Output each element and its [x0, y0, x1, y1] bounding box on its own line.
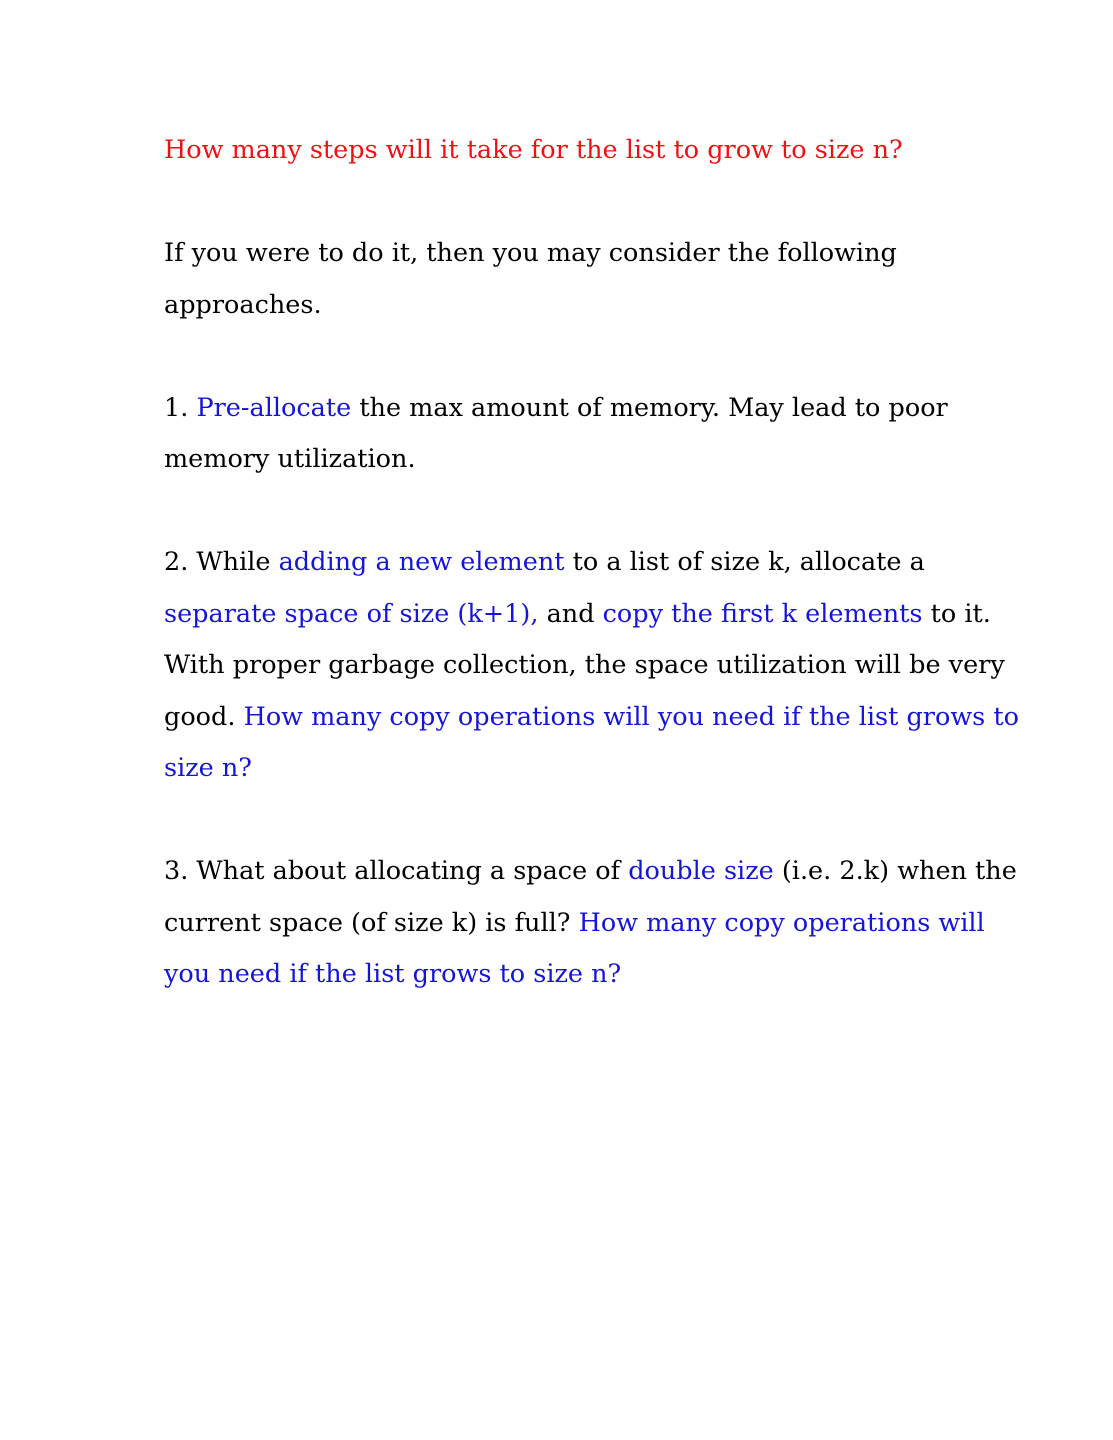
approach-2-text-3: to it. With proper garbage collection, the space utilization will be very good. — [164, 598, 1005, 732]
approach-1-highlight: Pre-allocate — [196, 392, 352, 423]
approach-1-text: the max amount of memory. May lead to poor memory utilization. — [164, 392, 948, 474]
approach-3 — [164, 846, 1024, 1001]
approach-2-highlight-copy: copy the first k elements — [602, 598, 923, 629]
approach-3-lead: 3. What about allocating a space of — [164, 856, 621, 886]
approach-1 — [164, 383, 1024, 486]
approach-2-highlight-separate-space: separate space of size (k+1), — [164, 598, 539, 629]
heading-question — [164, 125, 1024, 177]
approach-3-highlight-double-size: double size — [628, 856, 774, 886]
approach-2-text-1: to a list of size k, allocate a — [572, 547, 925, 577]
intro-text: If you were to do it, then you may consider the following approaches. — [164, 238, 897, 320]
approach-3-text: (i.e. 2.k) when the current space (of size k) is full? — [164, 856, 1017, 938]
approach-2-question: How many copy operations will you need if the list grows to size n? — [164, 701, 1019, 783]
approach-3-question: How many copy operations will you need if the list grows to size n? — [164, 907, 985, 989]
document-page — [164, 125, 1024, 1052]
intro-paragraph — [164, 228, 1024, 331]
approach-2-text-2: and — [546, 598, 595, 629]
approach-2-lead: 2. While — [164, 547, 271, 577]
approach-2 — [164, 537, 1024, 795]
approach-2-highlight-adding: adding a new element — [278, 547, 565, 577]
approach-1-number: 1. — [164, 392, 189, 423]
heading-text: How many steps will it take for the list to grow to size n? — [164, 135, 903, 165]
